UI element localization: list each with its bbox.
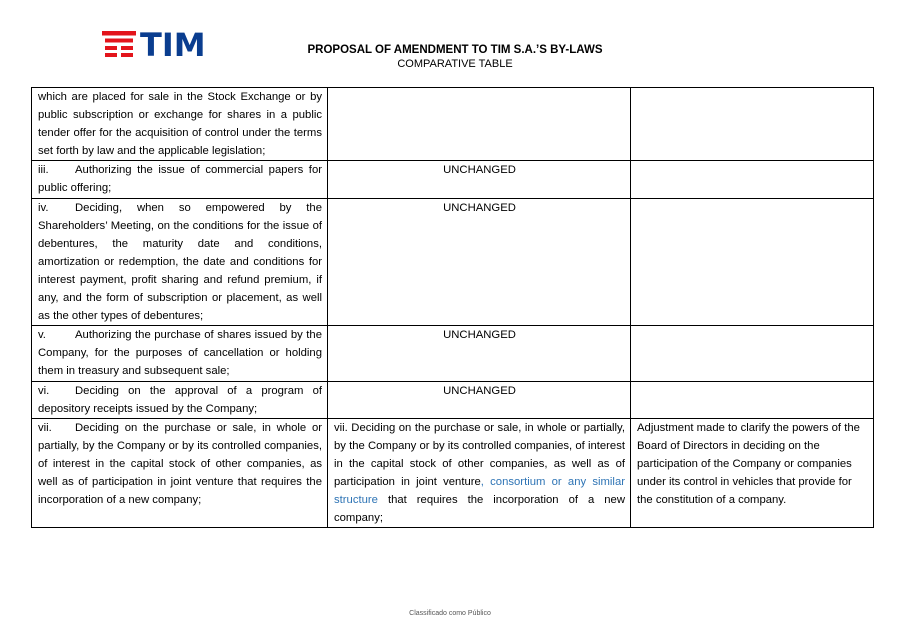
item-number: vii. bbox=[38, 421, 52, 434]
justification-cell bbox=[631, 381, 874, 418]
current-text-cell: which are placed for sale in the Stock Exchange or by public subscription or exchange for shares in a public tender offer for the acquisition of control under the terms set forth by law and the applicable legislation; bbox=[32, 88, 328, 161]
proposed-text-cell bbox=[328, 88, 631, 161]
justification-cell bbox=[631, 198, 874, 326]
table-row bbox=[32, 381, 874, 418]
current-text-cell bbox=[32, 161, 328, 198]
current-text: Deciding on the approval of a program of depository receipts issued by the Company; bbox=[38, 384, 322, 415]
proposed-text-cell bbox=[328, 161, 631, 198]
current-text-cell bbox=[32, 418, 328, 528]
classification-footer: Classificado como Público bbox=[409, 610, 491, 617]
justification-cell bbox=[631, 326, 874, 381]
justification-cell bbox=[631, 161, 874, 198]
table-row bbox=[32, 161, 874, 198]
current-text: Authorizing the issue of commercial papers for public offering; bbox=[38, 164, 322, 195]
document-title: PROPOSAL OF AMENDMENT TO TIM S.A.’S BY-LAWS bbox=[307, 44, 603, 56]
justification-cell bbox=[631, 88, 874, 161]
item-number: iv. bbox=[38, 201, 49, 214]
unchanged-label: UNCHANGED bbox=[443, 201, 516, 214]
current-text: Deciding on the purchase or sale, in whole or partially, by the Company or by its controlled companies, of interest in the capital stock of other companies, as well as of participation in joint venture that requires the incorporation of a new company; bbox=[38, 421, 322, 507]
document-header bbox=[260, 43, 650, 71]
proposed-text: vii. Deciding on the purchase or sale, in whole or partially, by the Company or by its controlled companies, of interest in the capital stock of other companies, as well as of participation in joint venture bbox=[334, 421, 625, 488]
current-text: Authorizing the purchase of shares issued by the Company, for the purposes of cancellation or holding them in treasury and subsequent sale; bbox=[38, 329, 322, 378]
proposed-text-cell bbox=[328, 198, 631, 326]
current-text-cell bbox=[32, 381, 328, 418]
proposed-text-cell bbox=[328, 418, 631, 528]
table-row bbox=[32, 326, 874, 381]
current-text: Deciding, when so empowered by the Shareholders’ Meeting, on the conditions for the issue of debentures, the maturity date and conditions, amortization or redemption, the date and conditions for interest payment, profit sharing and refund premium, if any, and the form of subscription or placement, as well as the other types of debentures; bbox=[38, 201, 322, 323]
proposed-text-cell bbox=[328, 326, 631, 381]
justification-cell: Adjustment made to clarify the powers of the Board of Directors in deciding on the participation of the Company or companies under its control in vehicles that provide for the constitution of a company. bbox=[631, 418, 874, 528]
proposed-text-cell bbox=[328, 381, 631, 418]
tim-logo bbox=[102, 26, 206, 64]
current-text-cell bbox=[32, 326, 328, 381]
item-number: vi. bbox=[38, 384, 50, 397]
item-number: iii. bbox=[38, 164, 49, 177]
tim-logo-icon bbox=[102, 31, 136, 59]
document-subtitle: COMPARATIVE TABLE bbox=[397, 58, 513, 70]
current-text-cell bbox=[32, 198, 328, 326]
unchanged-label: UNCHANGED bbox=[443, 384, 516, 397]
unchanged-label: UNCHANGED bbox=[443, 164, 516, 177]
comparative-table bbox=[31, 87, 874, 528]
table-row bbox=[32, 88, 874, 161]
unchanged-label: UNCHANGED bbox=[443, 329, 516, 342]
proposed-text-end: that requires the incorporation of a new company; bbox=[334, 494, 625, 525]
proposed-text-amendment: , consortium or any similar structure bbox=[334, 475, 625, 507]
logo-wordmark: TIM bbox=[140, 26, 206, 64]
table-row bbox=[32, 198, 874, 326]
table-row bbox=[32, 418, 874, 528]
item-number: v. bbox=[38, 329, 46, 342]
